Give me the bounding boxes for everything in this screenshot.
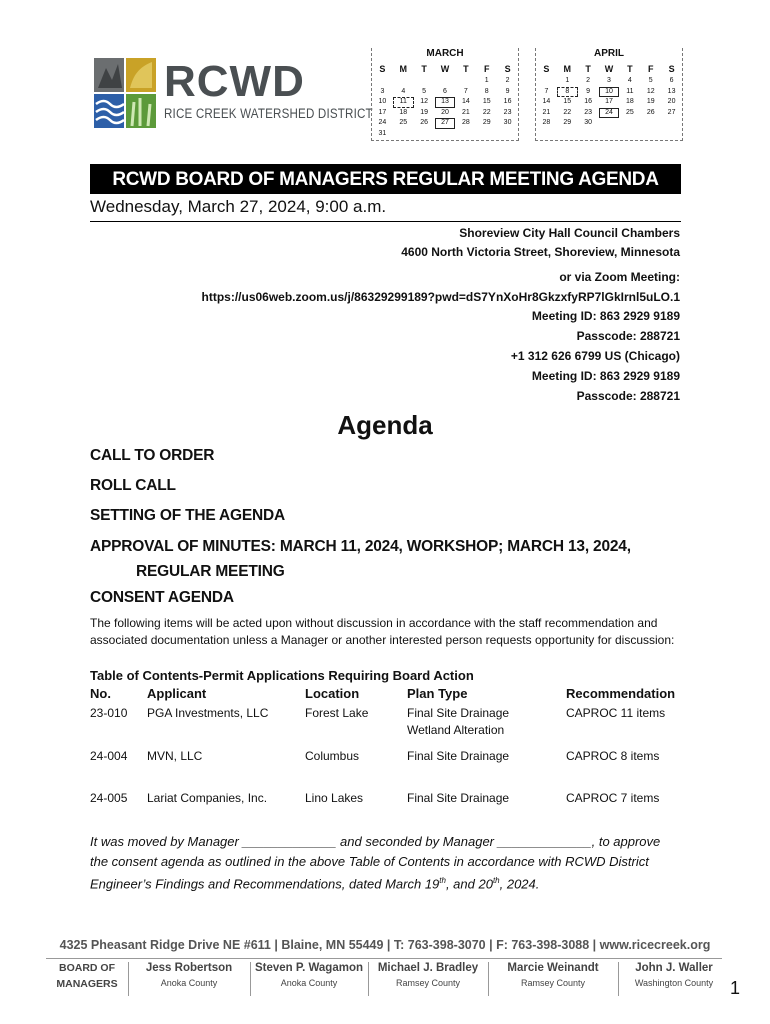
calendar-weekday: T [585, 64, 591, 74]
motion-text-part: It was moved by Manager _____________ and seconded by Manager _____________, to approve the consent agenda as outlined in the above Table of Contents in accordance with RCWD District Engineer’s Findings and Recommendations, dated March 19 [90, 834, 661, 892]
calendar-day: 14 [542, 98, 551, 105]
calendar-blank [536, 76, 557, 87]
calendar-day: 15 [563, 98, 572, 105]
section-approval-minutes-cont: REGULAR MEETING [136, 563, 285, 580]
manager-name: Michael J. Bradley [377, 962, 479, 974]
manager-entry [250, 962, 368, 988]
manager-entry [618, 962, 730, 988]
calendar-day: 4 [627, 77, 632, 84]
calendar-day: 8 [484, 87, 489, 95]
manager-name: Jess Robertson [145, 962, 233, 974]
calendar-blank [435, 76, 456, 87]
cell-recommendation: CAPROC 7 items [566, 791, 660, 805]
motion-text [90, 832, 680, 894]
calendar-day: 12 [646, 87, 655, 95]
title-divider [90, 221, 681, 222]
board-label-line: MANAGERS [56, 978, 118, 990]
calendar-weekdays [372, 64, 518, 74]
agenda-title-bar: RCWD BOARD OF MANAGERS REGULAR MEETING AGENDA [90, 164, 681, 194]
calendar-day: 14 [461, 98, 470, 105]
col-header-plan-type: Plan Type [407, 686, 468, 701]
manager-county: Ramsey County [520, 978, 586, 988]
calendar-day: 7 [463, 87, 468, 95]
calendar-day: 23 [584, 108, 593, 116]
agenda-heading: Agenda [337, 410, 433, 440]
calendar-day: 21 [461, 108, 470, 116]
calendar-weekday: F [647, 64, 654, 74]
calendar-weekday: S [668, 64, 675, 74]
calendar-day: 13 [435, 97, 456, 108]
consent-description: The following items will be acted upon without discussion in accordance with the staff recommendation and associated documentation unless a Manager or another interested person requests opportunity for discussion: [90, 616, 675, 647]
calendar-day: 27 [435, 118, 456, 129]
calendar-march [371, 48, 519, 141]
motion-text-part: , 2024. [499, 876, 540, 892]
manager-name: John J. Waller [635, 962, 713, 974]
calendar-day: 27 [667, 108, 676, 116]
calendar-weekday: M [563, 64, 572, 74]
calendar-day: 23 [503, 108, 512, 116]
location-venue: Shoreview City Hall Council Chambers [459, 226, 680, 240]
calendar-blank [455, 76, 476, 87]
calendar-day: 6 [443, 87, 447, 95]
calendar-day: 21 [542, 108, 551, 116]
calendar-day: 4 [401, 87, 406, 95]
phone-passcode: Passcode: 288721 [576, 389, 680, 403]
calendar-day: 26 [646, 108, 655, 116]
calendar-day: 1 [565, 77, 570, 84]
cell-applicant: Lariat Companies, Inc. [147, 791, 268, 805]
board-label-line: BOARD OF [59, 962, 115, 974]
cell-applicant: PGA Investments, LLC [147, 706, 269, 720]
manager-county: Anoka County [280, 978, 338, 988]
motion-superscript: th [492, 876, 500, 885]
manager-county: Anoka County [160, 978, 218, 988]
calendar-day: 31 [378, 129, 387, 137]
cell-recommendation: CAPROC 8 items [566, 749, 660, 763]
calendar-days [372, 76, 518, 139]
motion-text-part: , and 20 [445, 876, 493, 892]
calendar-weekday: S [379, 64, 386, 74]
section-call-to-order: CALL TO ORDER [90, 447, 215, 464]
calendar-day: 22 [482, 108, 491, 116]
manager-name: Steven P. Wagamon [254, 962, 363, 974]
calendar-day: 18 [399, 108, 408, 116]
section-approval-minutes: APPROVAL OF MINUTES: MARCH 11, 2024, WORKSHOP; MARCH 13, 2024, [90, 538, 631, 555]
manager-entry [488, 962, 618, 988]
calendar-days [536, 76, 682, 129]
manager-entry [128, 962, 250, 988]
calendar-day: 22 [563, 108, 572, 116]
calendar-day: 7 [544, 87, 549, 95]
cell-plan-type: Final Site Drainage [407, 706, 510, 720]
cell-recommendation: CAPROC 11 items [566, 706, 666, 720]
section-roll-call: ROLL CALL [90, 477, 176, 494]
calendar-day: 17 [605, 98, 613, 105]
col-header-location: Location [305, 686, 360, 701]
calendar-april [535, 48, 683, 141]
cell-location: Lino Lakes [305, 791, 364, 805]
toc-title: Table of Contents-Permit Applications Requiring Board Action [90, 668, 474, 683]
calendar-weekday: W [604, 64, 614, 74]
calendar-day: 2 [505, 77, 510, 84]
col-header-no: No. [90, 686, 111, 701]
manager-county: Washington County [634, 978, 714, 988]
rcwd-logo-mark-icon [94, 58, 156, 128]
calendar-day: 1 [484, 77, 489, 84]
calendar-day: 6 [669, 77, 674, 84]
cell-no: 23-010 [90, 706, 128, 720]
calendar-day: 16 [503, 98, 512, 105]
col-header-applicant: Applicant [147, 686, 207, 701]
calendar-weekday: S [543, 64, 550, 74]
calendar-month: APRIL [594, 48, 624, 59]
calendar-day: 24 [378, 119, 387, 126]
calendar-day: 29 [563, 119, 572, 126]
calendar-day: 30 [503, 119, 512, 126]
calendar-day: 26 [420, 119, 429, 126]
cell-plan-type: Final Site Drainage [407, 749, 510, 763]
calendar-day: 18 [625, 98, 634, 105]
calendar-month: MARCH [426, 48, 464, 59]
cell-plan-type: Final Site Drainage [407, 791, 510, 805]
cell-no: 24-005 [90, 791, 128, 805]
calendar-blank [372, 76, 393, 87]
calendar-day: 3 [607, 77, 611, 84]
calendar-day: 16 [584, 98, 593, 105]
section-setting-agenda: SETTING OF THE AGENDA [90, 507, 286, 524]
rcwd-logo [94, 57, 373, 128]
calendar-day: 30 [584, 119, 593, 126]
cell-no: 24-004 [90, 749, 128, 763]
calendar-weekday: F [483, 64, 490, 74]
calendar-weekday: T [627, 64, 633, 74]
calendar-weekday: T [421, 64, 427, 74]
footer-divider [46, 958, 722, 959]
calendar-weekday: S [504, 64, 511, 74]
calendar-day: 19 [420, 108, 429, 116]
calendar-blank [393, 76, 414, 87]
calendar-day: 28 [542, 119, 551, 126]
calendar-day: 15 [482, 98, 491, 105]
calendar-day: 29 [482, 119, 491, 126]
cell-location: Forest Lake [305, 706, 369, 720]
phone-number: +1 312 626 6799 US (Chicago) [510, 349, 680, 363]
calendar-day: 10 [599, 87, 620, 98]
calendar-day: 10 [378, 98, 387, 105]
page-number: 1 [730, 978, 741, 998]
meeting-date: Wednesday, March 27, 2024, 9:00 a.m. [90, 197, 387, 216]
zoom-intro: or via Zoom Meeting: [559, 270, 680, 284]
calendar-day: 13 [667, 87, 676, 95]
calendar-day: 11 [393, 97, 414, 108]
manager-entry [368, 962, 488, 988]
calendar-day: 28 [461, 119, 470, 126]
manager-name: Marcie Weinandt [507, 962, 599, 974]
zoom-meeting-id: Meeting ID: 863 2929 9189 [531, 309, 680, 323]
zoom-link[interactable]: https://us06web.zoom.us/j/86329299189?pwd=dS7YnXoHr8GkzxfyRP7lGkIrnl5uLO.1 [201, 290, 680, 304]
calendar-day: 19 [646, 98, 655, 105]
calendar-day: 2 [586, 77, 591, 84]
cell-location: Columbus [305, 749, 360, 763]
calendar-day: 3 [380, 87, 385, 95]
calendar-day: 5 [648, 77, 653, 84]
calendar-day: 8 [557, 87, 578, 98]
manager-county: Ramsey County [395, 978, 461, 988]
calendar-day: 25 [625, 108, 634, 116]
location-address: 4600 North Victoria Street, Shoreview, Minnesota [401, 245, 680, 259]
col-header-recommendation: Recommendation [566, 686, 676, 701]
logo-subtitle: RICE CREEK WATERSHED DISTRICT [164, 106, 373, 121]
section-consent-agenda: CONSENT AGENDA [90, 589, 234, 606]
calendar-weekday: M [399, 64, 408, 74]
calendar-day: 12 [420, 98, 429, 105]
zoom-passcode: Passcode: 288721 [576, 329, 680, 343]
calendar-day: 24 [599, 108, 620, 119]
phone-meeting-id: Meeting ID: 863 2929 9189 [531, 369, 680, 383]
logo-wordmark: RCWD [164, 57, 305, 106]
calendar-weekday: W [440, 64, 450, 74]
board-label [46, 962, 128, 990]
calendar-day: 17 [378, 108, 387, 116]
calendar-weekdays [536, 64, 682, 74]
footer-address: 4325 Pheasant Ridge Drive NE #611 | Blaine, MN 55449 | T: 763-398-3070 | F: 763-398-3088 | www.ricecreek.org [59, 938, 711, 952]
cell-applicant: MVN, LLC [147, 749, 203, 763]
calendar-day: 9 [586, 87, 591, 95]
calendar-weekday: T [463, 64, 469, 74]
calendar-day: 20 [441, 108, 449, 116]
motion-superscript: th [439, 876, 446, 885]
calendar-day: 25 [399, 119, 408, 126]
cell-plan-type-2: Wetland Alteration [407, 723, 505, 737]
calendar-day: 11 [626, 87, 634, 95]
calendar-blank [414, 76, 435, 87]
calendar-day: 5 [422, 87, 427, 95]
calendar-day: 20 [667, 98, 676, 105]
calendar-day: 9 [505, 87, 510, 95]
